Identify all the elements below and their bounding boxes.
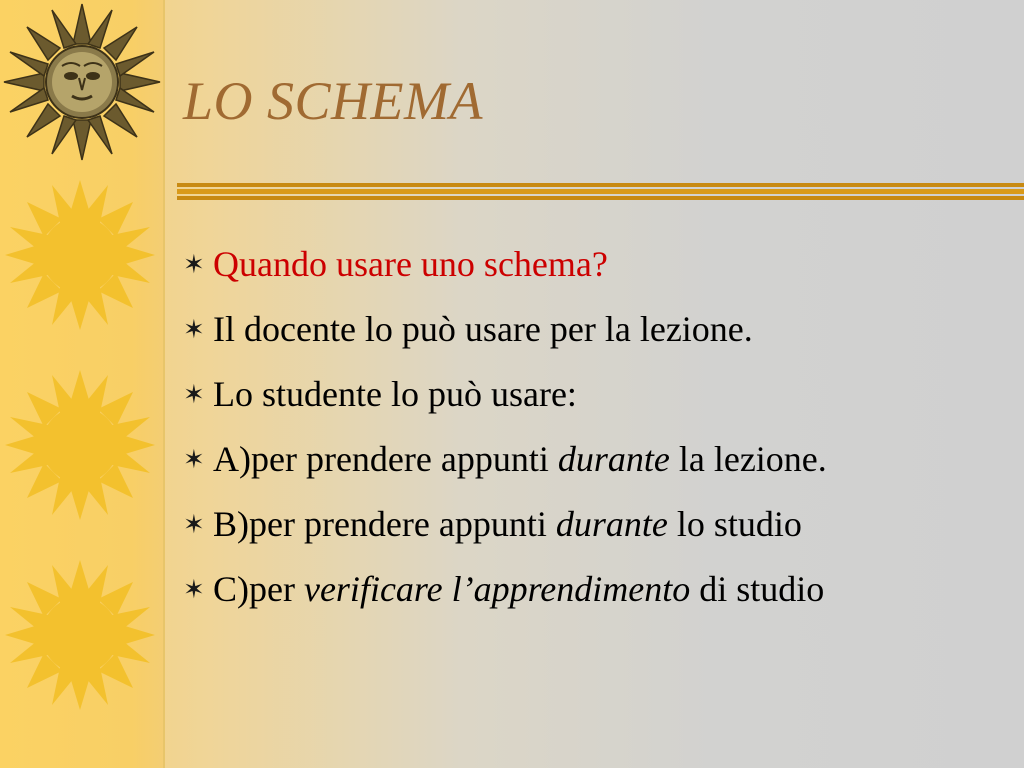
bullet-item <box>183 492 827 557</box>
bullet-text-post: lo studio <box>667 504 802 544</box>
bullet-text: Quando usare uno schema? <box>213 244 608 284</box>
bullet-item <box>183 427 827 492</box>
title-divider <box>177 181 1024 203</box>
sun-icon <box>5 180 155 330</box>
bullet-text-emphasis: verificare l’apprendimento <box>303 569 691 609</box>
bullet-text: Lo studente lo può usare: <box>213 374 577 414</box>
sun-icon <box>5 370 155 520</box>
star-bullet-icon: ✶ <box>183 510 205 539</box>
bullet-item <box>183 557 827 622</box>
bullet-text: Il docente lo può usare per la lezione. <box>213 309 753 349</box>
bullet-item <box>183 362 827 427</box>
bullet-item <box>183 232 827 297</box>
bullet-list <box>183 232 827 622</box>
bullet-text-emphasis: durante <box>555 504 668 544</box>
decorative-sidebar <box>0 0 165 768</box>
bullet-text-pre: A)per prendere appunti <box>213 439 558 479</box>
slide-title: LO SCHEMA <box>183 71 483 131</box>
star-bullet-icon: ✶ <box>183 380 205 409</box>
star-bullet-icon: ✶ <box>183 445 205 474</box>
bullet-item <box>183 297 827 362</box>
sun-face-icon <box>2 2 162 162</box>
star-bullet-icon: ✶ <box>183 575 205 604</box>
bullet-text-pre: B)per prendere appunti <box>213 504 556 544</box>
bullet-text-post: di studio <box>690 569 825 609</box>
bullet-text-emphasis: durante <box>557 439 670 479</box>
sun-icon <box>5 560 155 710</box>
star-bullet-icon: ✶ <box>183 315 205 344</box>
bullet-text-post: la lezione. <box>669 439 827 479</box>
star-bullet-icon: ✶ <box>183 250 205 279</box>
bullet-text-pre: C)per <box>213 569 304 609</box>
